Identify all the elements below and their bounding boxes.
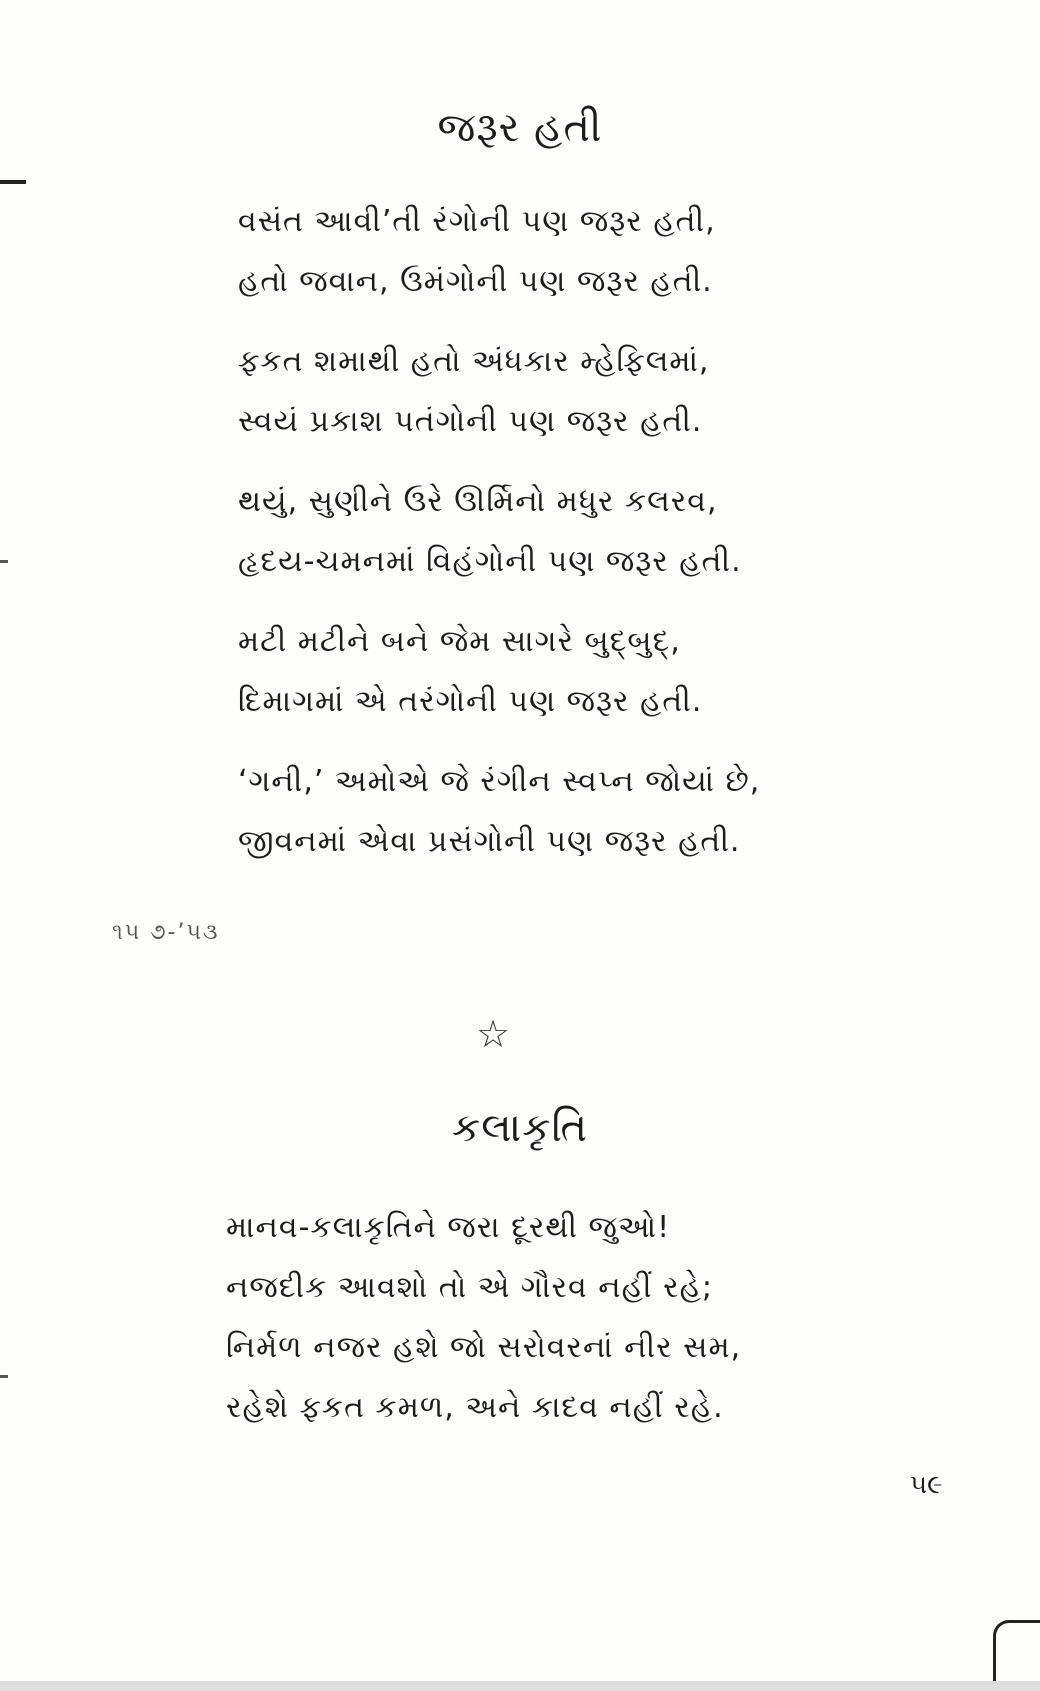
poem-body bbox=[238, 192, 760, 892]
poem-line: સ્વયં પ્રકાશ પતંગોની પણ જરૂર હતી. bbox=[238, 404, 703, 439]
stanza bbox=[238, 472, 760, 592]
poem-line: જીવનમાં એવા પ્રસંગોની પણ જરૂર હતી. bbox=[238, 824, 741, 859]
page-number: ૫૯ bbox=[910, 1470, 943, 1500]
page-edge bbox=[0, 1681, 1040, 1691]
margin-tick bbox=[0, 1375, 8, 1378]
poem-title: જરૂર હતી bbox=[437, 105, 603, 151]
poem-body bbox=[226, 1198, 741, 1438]
stanza bbox=[238, 192, 760, 312]
poem-line: નજદીક આવશો તો એ ગૌરવ નહીં રહે; bbox=[226, 1270, 714, 1305]
margin-tick bbox=[0, 560, 8, 563]
poem-line: દિમાગમાં એ તરંગોની પણ જરૂર હતી. bbox=[238, 684, 703, 719]
stanza bbox=[238, 332, 760, 452]
star-icon: ☆ bbox=[476, 1012, 511, 1056]
poem-line: નિર્મળ નજર હશે જો સરોવરનાં નીર સમ, bbox=[226, 1330, 742, 1365]
poem-line: માનવ-કલાકૃતિને જરા દૂરથી જુઓ! bbox=[226, 1210, 671, 1245]
poem-line: ફકત શમાથી હતો અંધકાર મ્હેફિલમાં, bbox=[238, 344, 710, 379]
poem-line: હૃદય-ચમનમાં વિહંગોની પણ જરૂર હતી. bbox=[238, 544, 742, 579]
poem-line: રહેશે ફકત કમળ, અને કાદવ નહીં રહે. bbox=[226, 1390, 724, 1425]
poem-line: ‘ગની,’ અમોએ જે રંગીન સ્વપ્ન જોયાં છે, bbox=[238, 764, 761, 799]
stanza bbox=[238, 612, 760, 732]
poem-date: ૧૫ ૭-’૫૩ bbox=[112, 920, 220, 945]
poem-line: હતો જવાન, ઉમંગોની પણ જરૂર હતી. bbox=[238, 264, 713, 299]
poem-title: કલાકૃતિ bbox=[451, 1105, 589, 1151]
stanza bbox=[238, 752, 760, 872]
poem-line: મટી મટીને બને જેમ સાગરે બુદ્‌બુદ્‌, bbox=[238, 624, 681, 659]
binding-mark bbox=[0, 180, 26, 184]
poem-line: વસંત આવી’તી રંગોની પણ જરૂર હતી, bbox=[238, 204, 716, 239]
poem-line: થયું, સુણીને ઉરે ઊર્મિનો મધુર કલરવ, bbox=[238, 484, 718, 519]
